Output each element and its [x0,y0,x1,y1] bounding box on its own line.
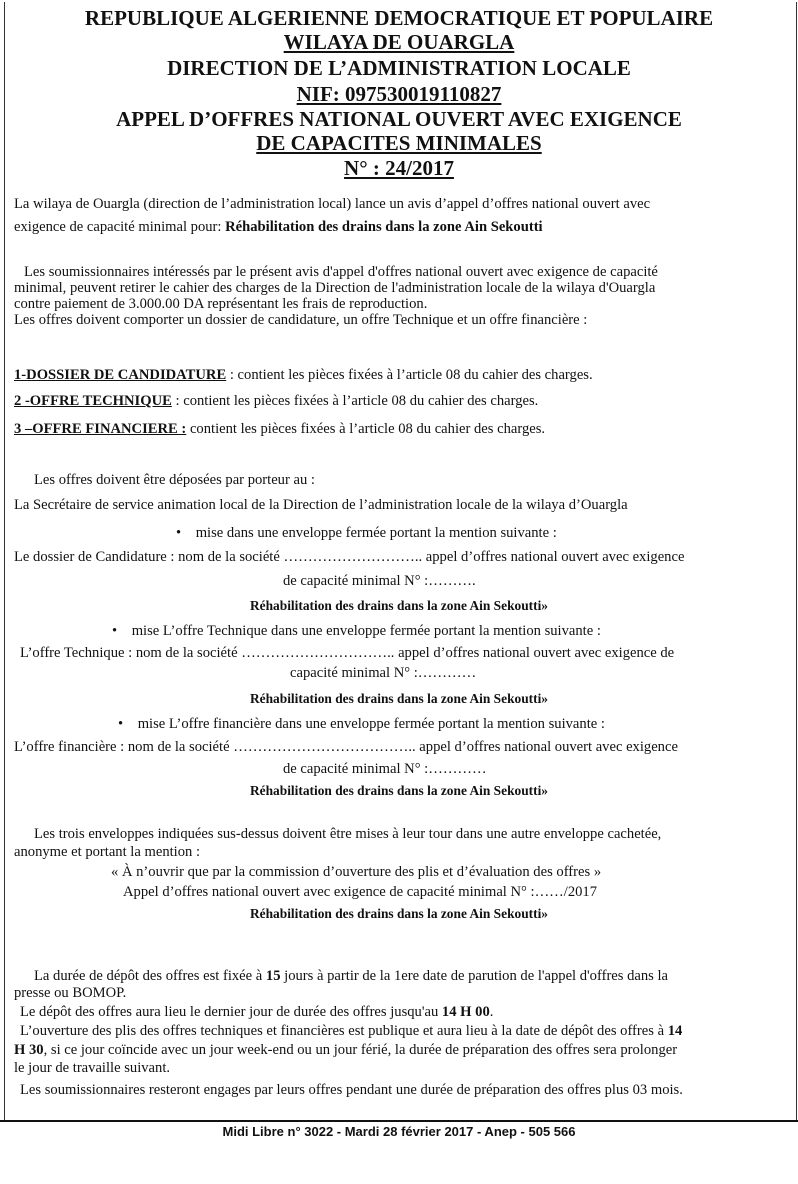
bullet-text: mise dans une enveloppe fermée portant la mention suivante : [195,525,557,541]
header-wilaya [0,30,798,54]
deposit-line-2: La Secrétaire de service animation local de la Direction de l’administration locale de la wilaya d’Ouargla [14,497,628,513]
envelope-3-line-1: L’offre financière : nom de la société ……………………………….. appel d’offres national ouvert avec exigence [14,739,678,755]
final-c-hour: 14 [667,1023,683,1039]
three-line-1: Les trois enveloppes indiquées sus-dessus doivent être mises à leur tour dans une autre enveloppe cachetée, [34,826,662,842]
final-c-line-3: le jour de travaille suivant. [14,1060,171,1076]
three-line-3: « À n’ouvrir que par la commission d’ouverture des plis et d’évaluation des offres » [111,864,602,880]
para2-line-3: contre paiement de 3.000.00 DA représentant les frais de reproduction. [14,296,428,312]
header-title: APPEL D’OFFRES NATIONAL OUVERT AVEC EXIGENCE [116,107,682,131]
header-subtitle-text: DE CAPACITES MINIMALES [256,131,542,155]
final-c-text: L’ouverture des plis des offres techniques et financières est publique et aura lieu à la date de dépôt des offres à [20,1023,668,1039]
final-b-end: . [489,1004,494,1020]
item-label: 3 –OFFRE FINANCIERE : [14,421,187,437]
bullet-text: mise L’offre financière dans une enveloppe fermée portant la mention suivante : [137,716,605,732]
para2-line-1: Les soumissionnaires intéressés par le présent avis d'appel d'offres national ouvert avec exigence de capacité [24,264,658,280]
item-financiere [14,421,545,438]
header-republic: REPUBLIQUE ALGERIENNE DEMOCRATIQUE ET POPULAIRE [84,6,714,30]
deposit-line-1: Les offres doivent être déposées par porteur au : [34,472,315,488]
para2-line-2: minimal, peuvent retirer le cahier des charges de la Direction de l'administration locale de la wilaya d'Ouargla [14,280,656,296]
header-nif [0,82,798,106]
header-direction: DIRECTION DE L’ADMINISTRATION LOCALE [167,56,631,80]
item-label: 2 -OFFRE TECHNIQUE [14,393,172,409]
header-number [0,156,798,180]
final-a-line-1 [34,968,668,985]
header-wilaya-text: WILAYA DE OUARGLA [283,30,515,54]
final-a-days: 15 [265,968,281,984]
header-nif-text: NIF: 097530019110827 [296,82,502,106]
envelope-2-line-1: L’offre Technique : nom de la société ………………………….. appel d’offres national ouvert avec exigence de [20,645,675,661]
envelope-1-line-1: Le dossier de Candidature : nom de la société ……………………….. appel d’offres national ouvert avec exigence [14,549,685,565]
final-a-text: La durée de dépôt des offres est fixée à [34,968,266,984]
envelope-3-project: Réhabilitation des drains dans la zone Ain Sekoutti» [250,783,548,798]
envelope-1-line-2: de capacité minimal N° :………. [283,573,476,589]
intro-project: Réhabilitation des drains dans la zone Ain Sekoutti [225,219,543,235]
envelope-3-line-2: de capacité minimal N° :………… [283,761,487,777]
envelope-2-line-2: capacité minimal N° :………… [290,665,477,681]
intro-line-1: La wilaya de Ouargla (direction de l’administration local) lance un avis d’appel d’offres national ouvert avec [14,196,651,212]
final-a-line-2: presse ou BOMOP. [14,985,127,1001]
final-d-line: Les soumissionnaires resteront engages par leurs offres pendant une durée de préparation des offres plus 03 mois. [20,1082,683,1098]
publication-footer: Midi Libre n° 3022 - Mardi 28 février 2017 - Anep - 505 566 [222,1124,576,1139]
envelope-2-project: Réhabilitation des drains dans la zone Ain Sekoutti» [250,691,548,706]
header-subtitle [0,131,798,155]
item-text: : contient les pièces fixées à l’article 08 du cahier des charges. [226,367,593,383]
final-c-text-2: , si ce jour coïncide avec un jour week-end ou un jour férié, la durée de préparation des offres sera prolonger [43,1042,678,1058]
three-line-2: anonyme et portant la mention : [14,844,201,860]
final-b-line [20,1004,493,1021]
bullet-text: mise L’offre Technique dans une enveloppe fermée portant la mention suivante : [131,623,601,639]
item-candidature [14,367,593,384]
item-text: : contient les pièces fixées à l’article 08 du cahier des charges. [171,393,539,409]
bullet-icon: • [118,716,138,732]
final-b-time: 14 H 00 [441,1004,490,1020]
intro-text: exigence de capacité minimal pour: [14,219,226,235]
item-technique [14,393,538,410]
three-project: Réhabilitation des drains dans la zone Ain Sekoutti» [250,906,548,921]
bullet-icon: • [176,525,196,541]
three-line-4: Appel d’offres national ouvert avec exigence de capacité minimal N° :……/2017 [123,884,598,900]
item-label: 1-DOSSIER DE CANDIDATURE [14,367,227,383]
item-text: contient les pièces fixées à l’article 08 du cahier des charges. [186,421,546,437]
header-number-text: N° : 24/2017 [344,156,454,180]
bottom-rule [0,1120,798,1122]
envelope-1-project: Réhabilitation des drains dans la zone Ain Sekoutti» [250,598,548,613]
para2-line-4: Les offres doivent comporter un dossier de candidature, un offre Technique et un offre financière : [14,312,588,328]
final-c-line-1 [20,1023,682,1040]
intro-line-2 [14,219,543,236]
final-b-text: Le dépôt des offres aura lieu le dernier jour de durée des offres jusqu'au [20,1004,442,1020]
envelope-3-bullet [118,716,605,733]
bullet-icon: • [112,623,132,639]
final-c-line-2 [14,1042,677,1059]
envelope-2-bullet [112,623,601,640]
envelope-1-bullet [176,525,557,542]
final-c-minutes: H 30 [14,1042,44,1058]
final-a-rest: jours à partir de la 1ere date de parution de l'appel d'offres dans la [280,968,669,984]
